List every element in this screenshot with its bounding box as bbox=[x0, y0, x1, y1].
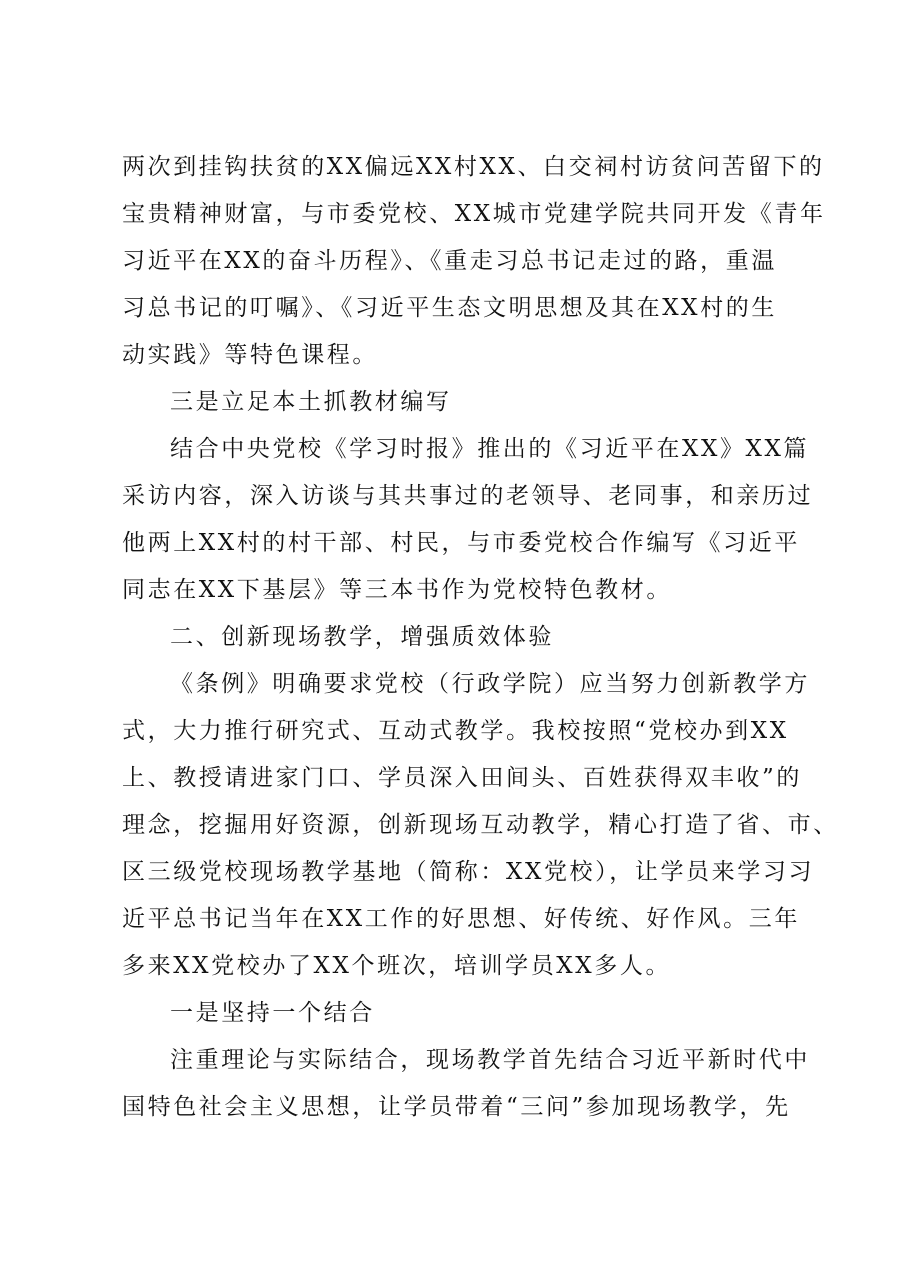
paragraph-line: 结合中央党校《学习时报》推出的《习近平在XX》XX篇 bbox=[170, 436, 810, 462]
paragraph-line: 动实践》等特色课程。 bbox=[122, 342, 378, 368]
paragraph-line: 他两上XX村的村干部、村民，与市委党校合作编写《习近平 bbox=[122, 530, 800, 556]
paragraph-line: 多来XX党校办了XX个班次，培训学员XX多人。 bbox=[122, 953, 672, 979]
section-heading: 三是立足本土抓教材编写 bbox=[170, 389, 452, 415]
paragraph-line: 区三级党校现场教学基地（简称：XX党校），让学员来学习习 bbox=[122, 859, 815, 885]
paragraph-line: 国特色社会主义思想，让学员带着“三问”参加现场教学，先 bbox=[122, 1094, 791, 1120]
paragraph-line: 《条例》明确要求党校（行政学院）应当努力创新教学方 bbox=[170, 671, 810, 697]
paragraph-line: 理念，挖掘用好资源，创新现场互动教学，精心打造了省、市、 bbox=[122, 812, 839, 838]
paragraph-line: 习近平在XX的奋斗历程》、《重走习总书记走过的路，重温 bbox=[122, 248, 777, 274]
document-body bbox=[122, 144, 839, 1131]
paragraph-line: 同志在XX下基层》等三本书作为党校特色教材。 bbox=[122, 577, 672, 603]
paragraph-line: 习总书记的叮嘱》、《习近平生态文明思想及其在XX村的生 bbox=[122, 295, 777, 321]
paragraph-line: 两次到挂钩扶贫的XX偏远XX村XX、白交祠村访贫问苦留下的 bbox=[122, 154, 825, 180]
paragraph-line: 采访内容，深入访谈与其共事过的老领导、老同事，和亲历过 bbox=[122, 483, 814, 509]
section-heading: 一是坚持一个结合 bbox=[170, 1000, 375, 1026]
paragraph-line: 近平总书记当年在XX工作的好思想、好传统、好作风。三年 bbox=[122, 906, 800, 932]
paragraph-line: 注重理论与实际结合，现场教学首先结合习近平新时代中 bbox=[170, 1047, 810, 1073]
paragraph-line: 上、教授请进家门口、学员深入田间头、百姓获得双丰收”的 bbox=[122, 765, 802, 791]
paragraph-line: 宝贵精神财富，与市委党校、XX城市党建学院共同开发《青年 bbox=[122, 201, 826, 227]
paragraph-line: 式，大力推行研究式、互动式教学。我校按照“党校办到XX bbox=[122, 718, 789, 744]
section-heading: 二、创新现场教学，增强质效体验 bbox=[170, 624, 554, 650]
